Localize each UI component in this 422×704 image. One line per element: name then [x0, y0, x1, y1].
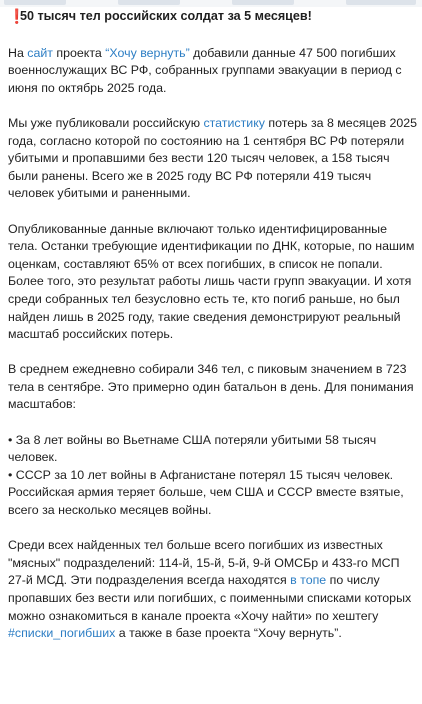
text: по числу пропавших без вести или погибших, с поименными списками которых можно ознакомиться в канале проекта «Хочу найти» по хештегу	[8, 573, 412, 623]
hashtag-link[interactable]: #списки_погибших	[8, 626, 116, 641]
paragraph-units	[8, 537, 418, 643]
paragraph-comparison	[8, 432, 418, 520]
thumbnail[interactable]	[232, 0, 294, 5]
paragraph-identified	[8, 221, 418, 344]
text: На	[8, 45, 28, 60]
text: а также в базе проекта “Хочу вернуть”.	[115, 626, 342, 641]
thumbnail[interactable]	[118, 0, 180, 5]
headline-text: 50 тысяч тел российских солдат за 5 месяцев!	[20, 9, 312, 23]
channel-post	[8, 8, 418, 660]
text: В среднем ежедневно собирали 346 тел, с пиковым значением в 723 тела в сентябре. Это примерно один батальон в день. Для понимания масштабов:	[8, 362, 414, 412]
text: проекта	[52, 45, 106, 60]
thumbnail[interactable]	[4, 0, 66, 5]
thumbnail[interactable]	[346, 0, 416, 5]
paragraph-daily-average	[8, 361, 418, 414]
bullet-vietnam: • За 8 лет войны во Вьетнаме США потеряли убитыми 58 тысяч человек.	[8, 432, 377, 465]
paragraph-statistics	[8, 115, 418, 203]
text: Опубликованные данные включают только идентифицированные тела. Останки требующие идентификации по ДНК, которые, по нашим оценкам, составляют 65% от всех погибших, в список не попали. Более того, это результат работы лишь части групп эвакуации. И хотя среди собранных тел безусловно есть те, кто погиб раньше, но был найден лишь в 2025 году, такие сведения демонстрируют реальный масштаб российских потерь.	[8, 221, 415, 342]
statistics-link[interactable]: статистику	[203, 115, 265, 130]
text: Мы уже публиковали российскую	[8, 115, 204, 130]
post-headline	[8, 8, 418, 26]
text: добавили данные 47 500 погибших военнослужащих ВС РФ, собранных группами эвакуации в период с июня по октябрь 2025 года.	[8, 45, 402, 95]
comparison-conclusion: Российская армия теряет больше, чем США и СССР вместе взятые, всего за несколько месяцев войны.	[8, 485, 404, 518]
project-link[interactable]: “Хочу вернуть”	[105, 45, 190, 60]
text: потерь за 8 месяцев 2025 года, согласно которой по состоянию на 1 сентября ВС РФ потеряли убитыми и пропавшими без вести 120 тысяч человек, а 158 тысяч были ранены. Всего же в 2025 году ВС РФ потеряли 419 тысяч человек убитыми и раненными.	[8, 115, 418, 201]
top-link[interactable]: в топе	[290, 573, 327, 588]
paragraph-intro	[8, 45, 418, 98]
previous-post-thumbnails	[0, 0, 422, 7]
text: Среди всех найденных тел больше всего погибших из известных "мясных" подразделений: 114-й, 15-й, 5-й, 9-й ОМСБр и 433-го МСП 27-й МСД. Эти подразделения всегда находятся	[8, 538, 400, 588]
bullet-afghanistan: • СССР за 10 лет войны в Афганистане потерял 15 тысяч человек.	[8, 467, 394, 482]
site-link[interactable]: сайт	[27, 45, 53, 60]
exclamation-icon: ❗	[8, 8, 26, 24]
